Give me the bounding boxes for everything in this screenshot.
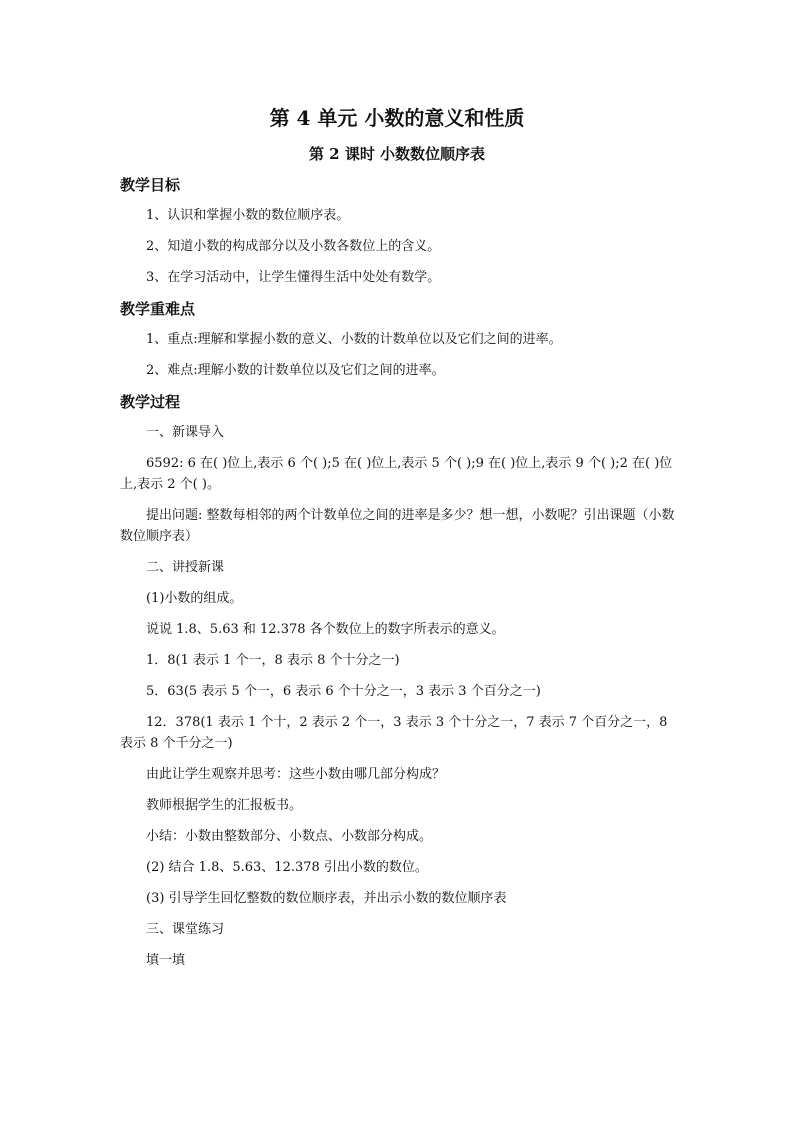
process-line: 12．378(1 表示 1 个十，2 表示 2 个一，3 表示 3 个十分之一，7 表示 7 个百分之一，8 表示 8 个千分之一) <box>120 715 668 751</box>
process-line: 1．8(1 表示 1 个一，8 表示 8 个十分之一) <box>146 653 400 668</box>
process-line: 一、新课导入 <box>146 425 225 440</box>
process-line: 说说 1.8、5.63 和 12.378 各个数位上的数字所表示的意义。 <box>146 622 505 637</box>
keypoint-item: 2、难点:理解小数的计数单位以及它们之间的进率。 <box>146 363 445 378</box>
process-line: (2) 结合 1.8、5.63、12.378 引出小数的数位。 <box>146 860 428 875</box>
goals-heading: 教学目标 <box>120 176 181 194</box>
goal-item: 2、知道小数的构成部分以及小数各数位上的含义。 <box>146 239 441 254</box>
fill-blank-question: 6592: 6 在( )位上,表示 6 个( );5 在( )位上,表示 5 个( );9 在( )位上,表示 9 个( );2 在( )位上,表示 2 个( )。 <box>120 456 673 492</box>
process-line: 二、讲授新课 <box>146 560 225 575</box>
process-line: 提出问题: 整数每相邻的两个计数单位之间的进率是多少？想一想，小数呢？引出课题（小数数位顺序表） <box>120 508 675 544</box>
lesson-subtitle: 第 2 课时 小数数位顺序表 <box>308 145 486 163</box>
process-line: 由此让学生观察并思考：这些小数由哪几部分构成？ <box>146 767 446 782</box>
goal-item: 3、在学习活动中，让学生懂得生活中处处有数学。 <box>146 270 441 285</box>
process-line: 5．63(5 表示 5 个一，6 表示 6 个十分之一，3 表示 3 个百分之一) <box>146 684 541 699</box>
process-line: 填一填 <box>146 953 186 968</box>
lesson-content <box>120 174 680 981</box>
process-line: (3) 引导学生回忆整数的数位顺序表，并出示小数的数位顺序表 <box>146 891 507 906</box>
goal-item: 1、认识和掌握小数的数位顺序表。 <box>146 208 350 223</box>
keypoint-item: 1、重点:理解和掌握小数的意义、小数的计数单位以及它们之间的进率。 <box>146 332 562 347</box>
process-line: 三、课堂练习 <box>146 922 225 937</box>
page-title: 第 4 单元 小数的意义和性质 <box>269 106 525 130</box>
process-line: 教师根据学生的汇报板书。 <box>146 798 303 813</box>
process-heading: 教学过程 <box>120 393 181 411</box>
process-line: 小结：小数由整数部分、小数点、小数部分构成。 <box>146 829 433 844</box>
process-line: (1)小数的组成。 <box>146 591 243 606</box>
keypoints-heading: 教学重难点 <box>120 300 196 318</box>
